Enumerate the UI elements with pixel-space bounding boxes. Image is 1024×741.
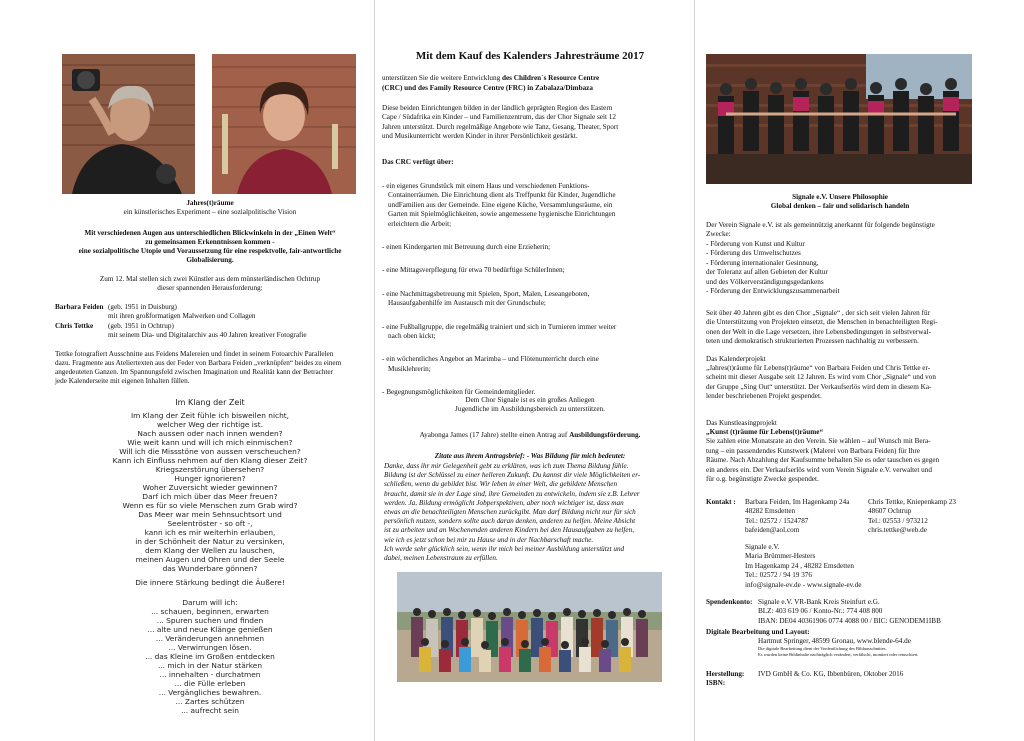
poem-2-line: ... Zartes schützen bbox=[175, 697, 245, 706]
left-caption-sub: ein künstlerisches Experiment – eine sozialpolitische Vision bbox=[123, 208, 297, 216]
poem-2-line: ... Verwirrungen lösen. bbox=[168, 643, 252, 652]
para-line-4: jede Kalenderseite mit eigenen Inhalten füllen. bbox=[55, 377, 190, 385]
poem-2-line: ... die Fülle erleben bbox=[174, 679, 246, 688]
crc-item-line: - ein eigenes Grundstück mit einem Haus und verschiedenen Funktions- bbox=[382, 182, 590, 190]
digital-title: Digitale Bearbeitung und Layout: bbox=[706, 628, 810, 636]
crc-item-line: - einen Kindergarten mit Betreuung durch eine Erzieherin; bbox=[382, 243, 551, 251]
poem-line: Seelentröster - so oft -, bbox=[167, 519, 253, 528]
poem-line: Im Klang der Zeit fühle ich bisweilen nicht, bbox=[130, 411, 290, 420]
poem-line: Wenn es für so viele Menschen zum Grab wird? bbox=[122, 501, 298, 510]
quote-line: schließen, wenn du gebildet bist. Wir leben in einer Welt, die gebildete Menschen bbox=[384, 480, 618, 489]
verein-address-line: info@signale-ev.de - www.signale-ev.de bbox=[745, 580, 862, 589]
herstellung-label: Herstellung: bbox=[706, 670, 745, 678]
crc-item-line: Containerräumen. Die Einrichtung dient als Treffpunkt für Kinder, Jugendliche bbox=[388, 191, 616, 200]
artist1-work: mit ihren großformatigen Malwerken und Collagen bbox=[108, 312, 256, 320]
chor-text-line: die Unterstützung von Projekten einsetzt, die Menschen in benachteiligten Regi- bbox=[706, 318, 938, 327]
crc-item-line: Garten mit Spielmöglichkeiten, sowie angemessene hygienische Einrichtungen bbox=[388, 210, 616, 219]
crc-heading: Das CRC verfügt über: bbox=[382, 158, 454, 166]
quote-line: Bildung ist der Schlüssel zu einer helleren Zukunft. Du kannst dir viele Möglichkeiten er- bbox=[384, 471, 641, 480]
description-line: Diese beiden Einrichtungen bilden in der ländlich geprägten Region des Eastern bbox=[382, 104, 613, 112]
poem-2-line: ... mich in der Natur stärken bbox=[157, 661, 263, 670]
poem-2-line: Darum will ich: bbox=[182, 598, 238, 607]
kalender-title: Das Kalenderprojekt bbox=[706, 355, 766, 363]
intro-line-1: Zum 12. Mal stellen sich zwei Künstler aus dem münsterländischen Ochtrup bbox=[99, 275, 321, 283]
quote-line: ist zu arbeiten und an Wochenenden anderen Kindern bei den Hausaufgaben zu helfen, bbox=[384, 526, 634, 535]
main-heading: Mit dem Kauf des Kalenders Jahresträume 2017 bbox=[415, 50, 645, 62]
purpose-line: und des Völkerverständigungsgedankens bbox=[706, 277, 824, 286]
poem-strength: Die innere Stärkung bedingt die Äußere! bbox=[135, 578, 285, 587]
kontakt-line: Tel.: 02572 / 1524787 bbox=[745, 516, 809, 525]
kunst-title: Das Kunstleasingprojekt bbox=[706, 419, 777, 427]
choir-line-2: Jugendliche im Ausbildungsbereich zu unterstützen. bbox=[455, 405, 605, 413]
kalender-line: scheint mit dieser Ausgabe seit 12 Jahren. Es wird vom Chor „Signale“ und von bbox=[706, 373, 936, 382]
poem-line: Hunger ignorieren? bbox=[174, 474, 246, 483]
poem-2-line: ... Veränderungen annehmen bbox=[155, 634, 265, 643]
crc-item-line: - eine Nachmittagsbetreuung mit Spielen, Sport, Malen, Leseangeboten, bbox=[382, 289, 590, 298]
verein-address-line: Signale e.V. bbox=[745, 543, 780, 551]
poem-line: das Wunderbare gönnen? bbox=[162, 564, 258, 573]
poem-2-line: ... aufrecht sein bbox=[181, 706, 239, 715]
digital-note-1: Die digitale Bearbeitung dient der Verdeutlichung des Bildausschnittes. bbox=[758, 646, 887, 651]
poem-2-line: ... das Kleine im Großen entdecken bbox=[145, 652, 275, 661]
poem-line: Darf ich mich über das Meer freuen? bbox=[142, 492, 278, 501]
poem-2-line: ... Vergängliches bewahren. bbox=[158, 688, 262, 697]
poem-line: in der Schönheit der Natur zu versinken, bbox=[135, 537, 285, 546]
quote-line: wie ich es jetzt schon bei mir zu Hause und in der Nachbarschaft mache. bbox=[384, 535, 594, 544]
poem-line: Woher Zuversicht wieder gewinnen? bbox=[142, 483, 278, 492]
poem-title: Im Klang der Zeit bbox=[175, 398, 245, 407]
photo-choir bbox=[706, 54, 972, 184]
poem-2-line: ... alte und neue Klänge genießen bbox=[147, 625, 273, 634]
para-line-1: Tettke fotografiert Ausschnitte aus Feidens Malereien und findet in seinem Fotoarchiv Parallelen bbox=[55, 350, 334, 358]
ayabonga-plain: Ayabonga James (17 Jahre) stellte einen Antrag auf bbox=[419, 431, 570, 439]
crc-item-line: Hausaufgabenhilfe im Austausch mit der Grundschule; bbox=[388, 299, 546, 308]
chor-text-line: teten und demokratisch strukturierten Prozessen nachhaltig zu verbessern. bbox=[706, 337, 919, 346]
column-divider bbox=[374, 0, 375, 741]
spende-line: BLZ: 403 619 06 / Konto-Nr.: 774 408 800 bbox=[758, 607, 883, 616]
purpose-line: der Toleranz auf allen Gebieten der Kultur bbox=[706, 268, 828, 277]
poem-line: meinen Augen und Ohren und der Seele bbox=[135, 555, 285, 564]
choir-line-1: Dem Chor Signale ist es ein großes Anliegen bbox=[465, 396, 595, 404]
isbn-label: ISBN: bbox=[706, 679, 726, 687]
kalender-line: der Gruppe „Sing Out“ unterstützt. Der Verkaufserlös wird dem in diesem Ka- bbox=[706, 382, 932, 391]
left-caption-title: Jahres(t)räume bbox=[186, 199, 234, 207]
kunst-line: „Kunst (t)räume für Lebens(t)räume“ bbox=[706, 428, 824, 436]
digital-credit: Hartmut Springer, 48599 Gronau, www.blende-64.de bbox=[758, 637, 911, 645]
ayabonga-bold: Ausbildungsförderung. bbox=[569, 431, 641, 439]
chor-text-line: onen der Welt in die Lage versetzen, ihre Lebensbedingungen in selbstverwal- bbox=[706, 327, 932, 336]
quote-line: persönlich nutzen, sondern sollte auch daran denken, anderen zu helfen. Meine Absicht bbox=[384, 517, 636, 526]
quote-line: braucht, damit sie in der Lage sind, ihre Gemeinden zu entwickeln, indem sie z.B. Lehrer bbox=[384, 489, 640, 498]
para-line-3: angedeuteten Ganzen. Im Spannungsfeld zwischen Imagination und Realität kann der Betrachter bbox=[55, 368, 334, 376]
poem-line: Das Meer war mein Sehnsuchtsort und bbox=[138, 510, 282, 519]
herstellung-value: IVD GmbH & Co. KG, Ibbenbüren, Oktober 2016 bbox=[758, 670, 904, 678]
verein-address-line: Maria Brümmer-Hesters bbox=[745, 552, 816, 561]
kunst-line: Räume. Nach Abzahlung der Kaufsumme behalten Sie es oder tauschen es gegen bbox=[706, 456, 940, 465]
kontakt-label: Kontakt : bbox=[706, 498, 736, 506]
kontakt-line: bafeiden@aol.com bbox=[745, 526, 800, 535]
chor-text-line: Seit über 40 Jahren gibt es den Chor „Signale“ , der sich seit vielen Jahren für bbox=[706, 309, 930, 317]
lead-line-1: Mit verschiedenen Augen aus unterschiedlichen Blickwinkeln in der „Einen Welt“ bbox=[84, 229, 336, 237]
poem-2-line: ... innehalten - durchatmen bbox=[159, 670, 261, 679]
purpose-line: - Förderung internationaler Gesinnung, bbox=[706, 258, 819, 267]
lead-line-3: eine sozialpolitische Utopie und Voraussetzung für eine respektvolle, fair-antwortliche bbox=[78, 247, 342, 255]
poem-line: Will ich die Missstöne von aussen verscheuchen? bbox=[119, 447, 301, 456]
verein-intro-line: Zwecke: bbox=[706, 230, 731, 239]
kontakt-line: Barbara Feiden, Im Hagenkamp 24a bbox=[745, 498, 850, 506]
quote-line: dabei, meinen Lebenstraum zu erfüllen. bbox=[384, 554, 498, 562]
photo-barbara-feiden bbox=[212, 54, 356, 194]
verein-intro-line: Der Verein Signale e.V. ist als gemeinnützig anerkannt für folgende begünstigte bbox=[706, 221, 935, 229]
poem-line: welcher Weg der richtige ist. bbox=[157, 420, 263, 429]
quote-heading: Zitate aus ihrem Antragsbrief: - Was Bildung für mich bedeutet: bbox=[434, 452, 626, 460]
poem-line: Kann ich Einfluss nehmen auf den Klang dieser Zeit? bbox=[112, 456, 308, 465]
spende-label: Spendenkonto: bbox=[706, 598, 753, 606]
kunst-line: für o.g. begünstigte Zwecke gespendet. bbox=[706, 475, 819, 483]
kunst-line: tung – ein passendendes Kunstwerk (Malerei von Barbara Feiden) für Ihre bbox=[706, 446, 920, 455]
quote-line: Danke, dass ihr mir Gelegenheit gebt zu erklären, was ich zum Thema Bildung fühle. bbox=[384, 462, 629, 470]
description-line: Cape / Südafrika ein Kinder – und Familienzentrum, das der Chor Signale seit 12 bbox=[382, 113, 616, 122]
artist2-born: (geb. 1951 in Ochtrup) bbox=[108, 322, 174, 330]
quote-line: werden. Ja, Bildung ermöglicht Jobperspektiven, aber noch wichtiger ist, dass man bbox=[384, 498, 624, 507]
crc-item-line: Musiklehrerin; bbox=[388, 364, 431, 373]
right-caption-1: Signale e.V. Unsere Philosophie bbox=[792, 193, 888, 201]
poem-2-line: ... Spuren suchen und finden bbox=[156, 616, 264, 625]
intro-line-2: dieser spannenden Herausforderung: bbox=[157, 284, 263, 292]
crc-item-line: - Begegnungsmöglichkeiten für Gemeindemitglieder. bbox=[382, 388, 536, 397]
artist1-name: Barbara Feiden bbox=[55, 303, 104, 311]
kalender-line: lender beschriebenen Projekt gespendet. bbox=[706, 392, 822, 401]
kontakt-line: Chris Tettke, Kniepenkamp 23 bbox=[868, 498, 956, 506]
support-text-bold: des Children´s Resource Centre bbox=[501, 74, 600, 82]
support-text-plain: unterstützen Sie die weitere Entwicklung bbox=[382, 74, 502, 82]
column-divider-2 bbox=[694, 0, 695, 741]
lead-line-2: zu gemeinsamen Erkenntnissen kommen - bbox=[145, 238, 275, 246]
kontakt-line: Tel.: 02553 / 973212 bbox=[868, 516, 928, 525]
quote-line: etwas an die benachteiligten Menschen zurückgibt. Man darf Bildung nicht nur für sich bbox=[384, 508, 636, 516]
artist1-born: (geb. 1951 in Duisburg) bbox=[108, 303, 177, 311]
para-line-2: dazu. Fragmente aus Ateliertexten aus der Feder von Barbara Feiden „verknüpfen“ beides zu einem bbox=[55, 359, 342, 367]
kunst-line: ein anderes ein. Der Verkaufserlös wird vom Verein Signale e.V. verwaltet und bbox=[706, 465, 932, 474]
crc-item-line: - eine Mittagsverpflegung für etwa 70 bedürftige SchülerInnen; bbox=[382, 266, 565, 275]
right-caption-2: Global denken – fair und solidarisch handeln bbox=[770, 202, 910, 210]
description-line: Jahren unterstützt. Durch regelmäßige Angebote wie Tanz, Gesang, Theater, Sport bbox=[382, 122, 619, 131]
poem-line: Kriegszerstörung übersehen? bbox=[155, 465, 265, 474]
poem-line: Wie weit kann und will ich mich einmischen? bbox=[127, 438, 293, 447]
kunst-line: Sie zahlen eine Monatsrate an den Verein. Sie wählen – auf Wunsch mit Bera- bbox=[706, 437, 931, 446]
purpose-line: - Förderung von Kunst und Kultur bbox=[706, 240, 805, 248]
verein-address-line: Tel.: 02572 / 94 19 376 bbox=[745, 571, 812, 580]
artist2-work: mit seinem Dia- und Digitalarchiv aus 40 Jahren kreativer Fotografie bbox=[108, 331, 307, 339]
crc-item-line: erleichtern die Arbeit; bbox=[388, 219, 452, 228]
crc-item-line: undFamilien aus der Gemeinde. Eine eigene Küche, Versammlungsräume, ein bbox=[388, 200, 613, 209]
crc-item-line: - ein wöchentliches Angebot an Marimba – und Flötenunterricht durch eine bbox=[382, 355, 599, 364]
spende-line: Signale e.V. VR-Bank Kreis Steinfurt e.G. bbox=[758, 598, 880, 606]
poem-line: Nach aussen oder nach innen wenden? bbox=[137, 429, 283, 438]
description-line: und Musikunterricht werden Kinder in ihrer Persönlichkeit gestärkt. bbox=[382, 132, 578, 141]
lead-line-4: Globalisierung. bbox=[186, 256, 234, 264]
artist2-name: Chris Tettke bbox=[55, 322, 94, 330]
crc-item-line: nach oben kickt; bbox=[388, 332, 436, 340]
kontakt-line: chris.tettke@web.de bbox=[868, 526, 927, 535]
kontakt-line: 48282 Emsdetten bbox=[745, 507, 796, 516]
spende-line: IBAN: DE04 40361906 0774 4088 00 / BIC: GENODEM1IBB bbox=[758, 616, 941, 625]
support-text-bold-2: (CRC) und des Family Resource Centre (FRC) in Zabalaza/Dimbaza bbox=[382, 84, 593, 92]
poem-line: kann ich es mir weiterhin erlauben, bbox=[144, 528, 276, 537]
kontakt-line: 48607 Ochtrup bbox=[868, 507, 912, 516]
digital-note-2: Es wurden keine Bildinhalte nachträglich verändert, verfälscht, montiert oder retuschiert. bbox=[758, 652, 919, 657]
photo-children-group bbox=[397, 572, 662, 682]
poem-2-line: ... schauen, beginnen, erwarten bbox=[151, 607, 269, 616]
purpose-line: - Förderung der Entwicklungszusammenarbeit bbox=[706, 287, 840, 295]
quote-line: Ich werde sehr glücklich sein, wenn ihr mich bei meiner Ausbildung unterstützt und bbox=[384, 544, 625, 553]
poem-line: dem Klang der Wellen zu lauschen, bbox=[144, 546, 276, 555]
purpose-line: - Förderung des Umweltschutzes bbox=[706, 249, 801, 258]
ayabonga-text bbox=[380, 431, 680, 440]
verein-address-line: Im Hagenkamp 24 , 48282 Emsdetten bbox=[745, 561, 854, 570]
photo-chris-tettke bbox=[62, 54, 195, 194]
support-text bbox=[382, 74, 682, 83]
kalender-line: „Jahres(t)räume für Lebens(t)räume“ von Barbara Feiden und Chris Tettke er- bbox=[706, 364, 931, 372]
crc-item-line: - eine Fußballgruppe, die regelmäßig trainiert und sich in Turnieren immer weiter bbox=[382, 322, 617, 331]
